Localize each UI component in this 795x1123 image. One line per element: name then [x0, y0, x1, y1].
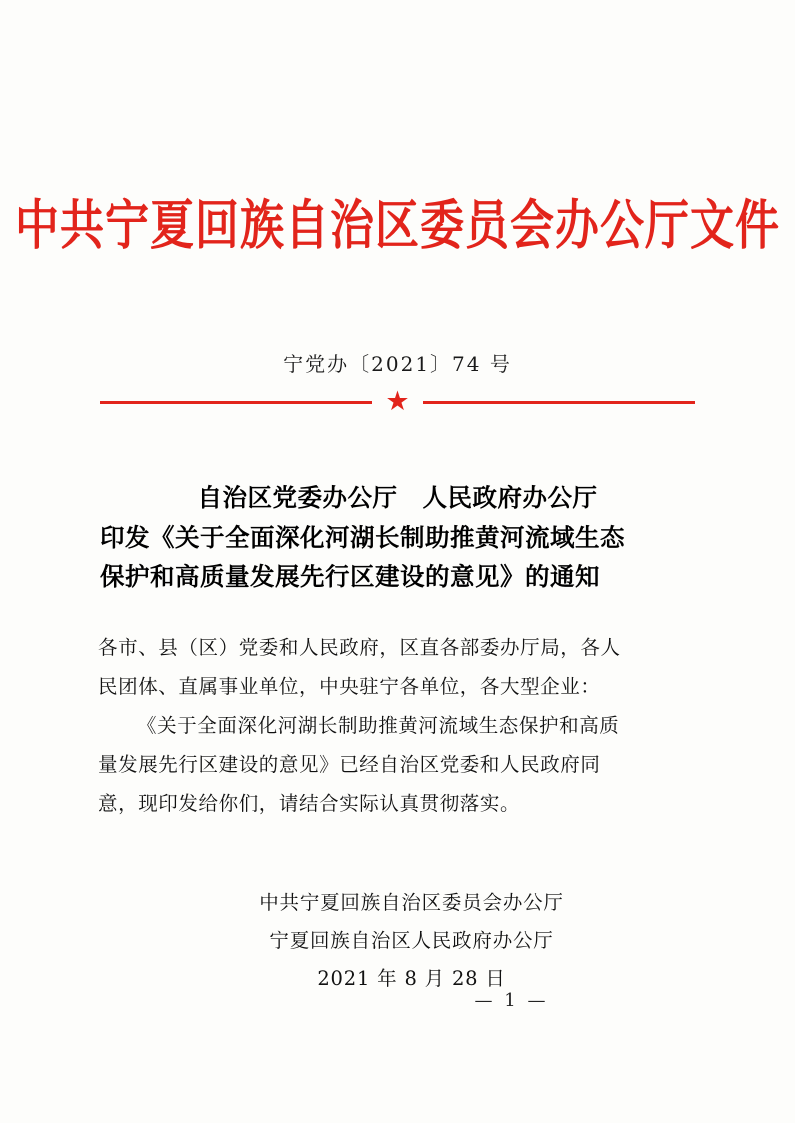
document-title	[100, 478, 695, 597]
signature-block	[0, 884, 795, 998]
signature-org-2: 宁夏回族自治区人民政府办公厅	[269, 929, 554, 953]
paragraph-line-2: 量发展先行区建设的意见》已经自治区党委和人民政府同	[98, 753, 601, 776]
red-separator-rule	[100, 386, 695, 417]
addressee-line-1: 各市、县（区）党委和人民政府，区直各部委办厅局，各人	[98, 636, 621, 659]
document-number: 宁党办〔2021〕74 号	[283, 352, 512, 376]
signature-date: 2021 年 8 月 28 日	[317, 967, 506, 991]
title-line-3: 保护和高质量发展先行区建设的意见》的通知	[100, 562, 600, 592]
addressee-line-2: 民团体、直属事业单位，中央驻宁各单位，各大型企业：	[98, 675, 601, 698]
masthead-title: 中共宁夏回族自治区委员会办公厅文件	[15, 194, 780, 257]
masthead	[0, 194, 795, 257]
paragraph-line-3: 意，现印发给你们，请结合实际认真贯彻落实。	[98, 792, 521, 815]
star-icon: ★	[385, 386, 410, 417]
signature-org-1: 中共宁夏回族自治区委员会办公厅	[259, 891, 564, 914]
paragraph-line-1: 《关于全面深化河湖长制助推黄河流域生态保护和高质	[137, 714, 620, 737]
rule-right-segment	[423, 401, 695, 404]
title-line-1: 自治区党委办公厅 人民政府办公厅	[197, 483, 598, 512]
document-body	[98, 628, 698, 823]
page-number: — 1 —	[474, 990, 549, 1011]
rule-left-segment	[100, 401, 372, 404]
title-line-2: 印发《关于全面深化河湖长制助推黄河流域生态	[100, 522, 625, 552]
